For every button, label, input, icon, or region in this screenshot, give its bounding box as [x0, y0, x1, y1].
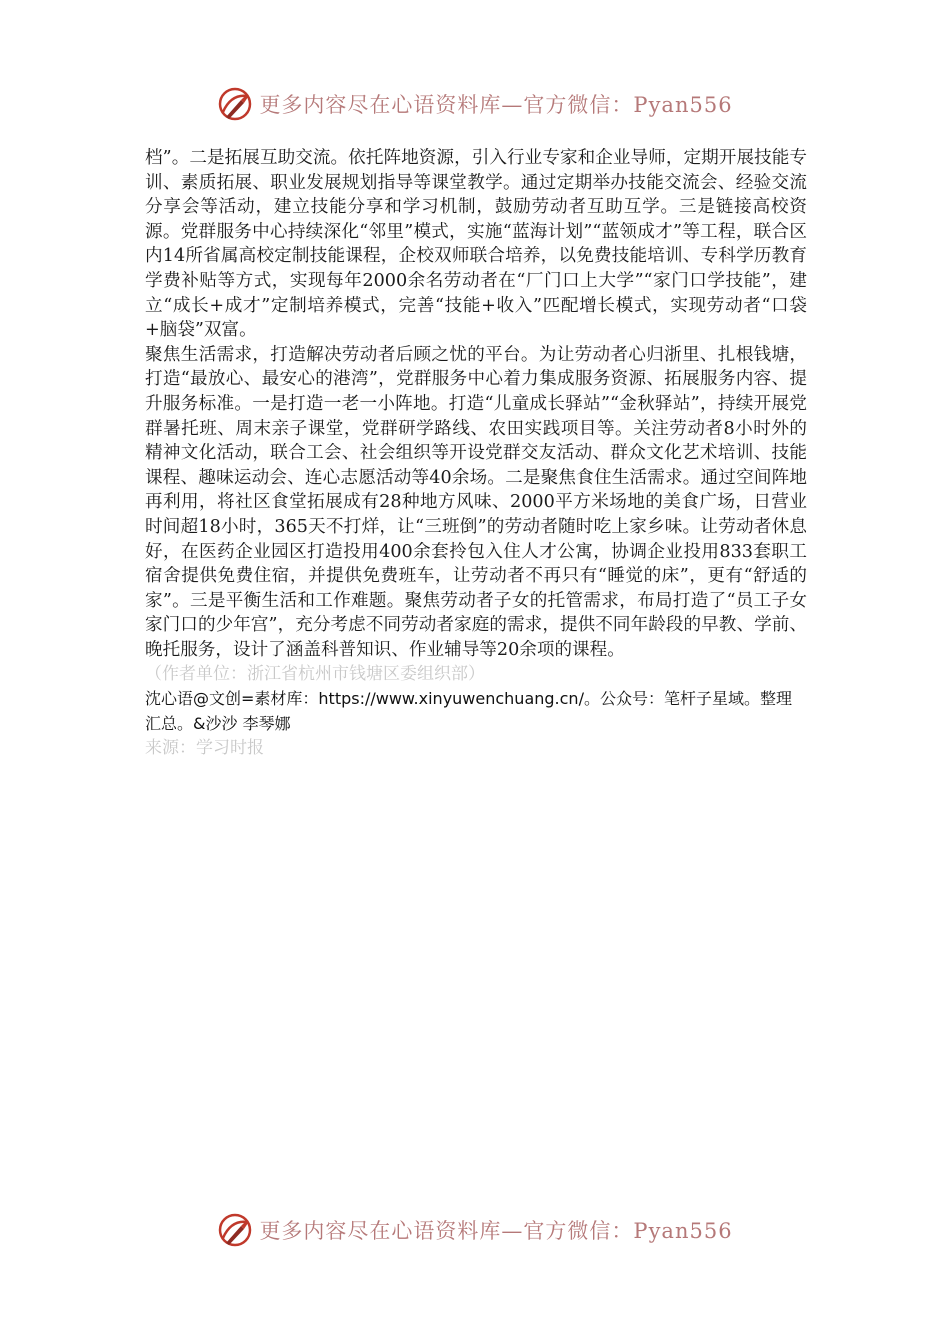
author-unit: （作者单位：浙江省杭州市钱塘区委组织部）	[145, 664, 485, 685]
footer-banner-text: 更多内容尽在心语资料库—官方微信：Pyan556	[259, 1219, 733, 1243]
pen-swirl-logo-icon	[217, 86, 253, 122]
header-banner	[0, 82, 950, 126]
footer-banner	[0, 1208, 950, 1252]
article-paragraph-1: 档”。二是拓展互助交流。依托阵地资源，引入行业专家和企业导师，定期开展技能专训、素质拓展、职业发展规划指导等课堂教学。通过定期举办技能交流会、经验交流分享会等活动，建立技能分享和学习机制，鼓励劳动者互助互学。三是链接高校资源。党群服务中心持续深化“邻里”模式，实施“蓝海计划”“蓝领成才”等工程，联合区内14所省属高校定制技能课程，企校双师联合培养，以免费技能培训、专科学历教育学费补贴等方式，实现每年2000余名劳动者在“厂门口上大学”“家门口学技能”，建立“成长+成才”定制培养模式，完善“技能+收入”匹配增长模式，实现劳动者“口袋+脑袋”双富。	[145, 148, 807, 341]
article-body	[145, 146, 807, 761]
article-paragraph-2: 聚焦生活需求，打造解决劳动者后顾之忧的平台。为让劳动者心归浙里、扎根钱塘，打造“最放心、最安心的港湾”，党群服务中心着力集成服务资源、拓展服务内容、提升服务标准。一是打造一老一小阵地。打造“儿童成长驿站”“金秋驿站”，持续开展党群暑托班、周末亲子课堂，党群研学路线、农田实践项目等。关注劳动者8小时外的精神文化活动，联合工会、社会组织等开设党群交友活动、群众文化艺术培训、技能课程、趣味运动会、连心志愿活动等40余场。二是聚焦食住生活需求。通过空间阵地再利用，将社区食堂拓展成有28种地方风味、2000平方米场地的美食广场，日营业时间超18小时，365天不打烊，让“三班倒”的劳动者随时吃上家乡味。让劳动者休息好，在医药企业园区打造投用400余套拎包入住人才公寓，协调企业投用833套职工宿舍提供免费住宿，并提供免费班车，让劳动者不再只有“睡觉的床”，更有“舒适的家”。三是平衡生活和工作难题。聚焦劳动者子女的托管需求，布局打造了“员工子女家门口的少年宫”，充分考虑不同劳动者家庭的需求，提供不同年龄段的早教、学前、晚托服务，设计了涵盖科普知识、作业辅导等20余项的课程。	[145, 344, 807, 660]
compiler-note: 沈心语@文创=素材库：https://www.xinyuwenchuang.cn/。公众号：笔杆子星域。整理汇总。&沙沙 李琴娜	[145, 689, 792, 733]
header-banner-text: 更多内容尽在心语资料库—官方微信：Pyan556	[259, 93, 733, 117]
pen-swirl-logo-icon	[217, 1212, 253, 1248]
source-line: 来源：学习时报	[145, 738, 264, 759]
